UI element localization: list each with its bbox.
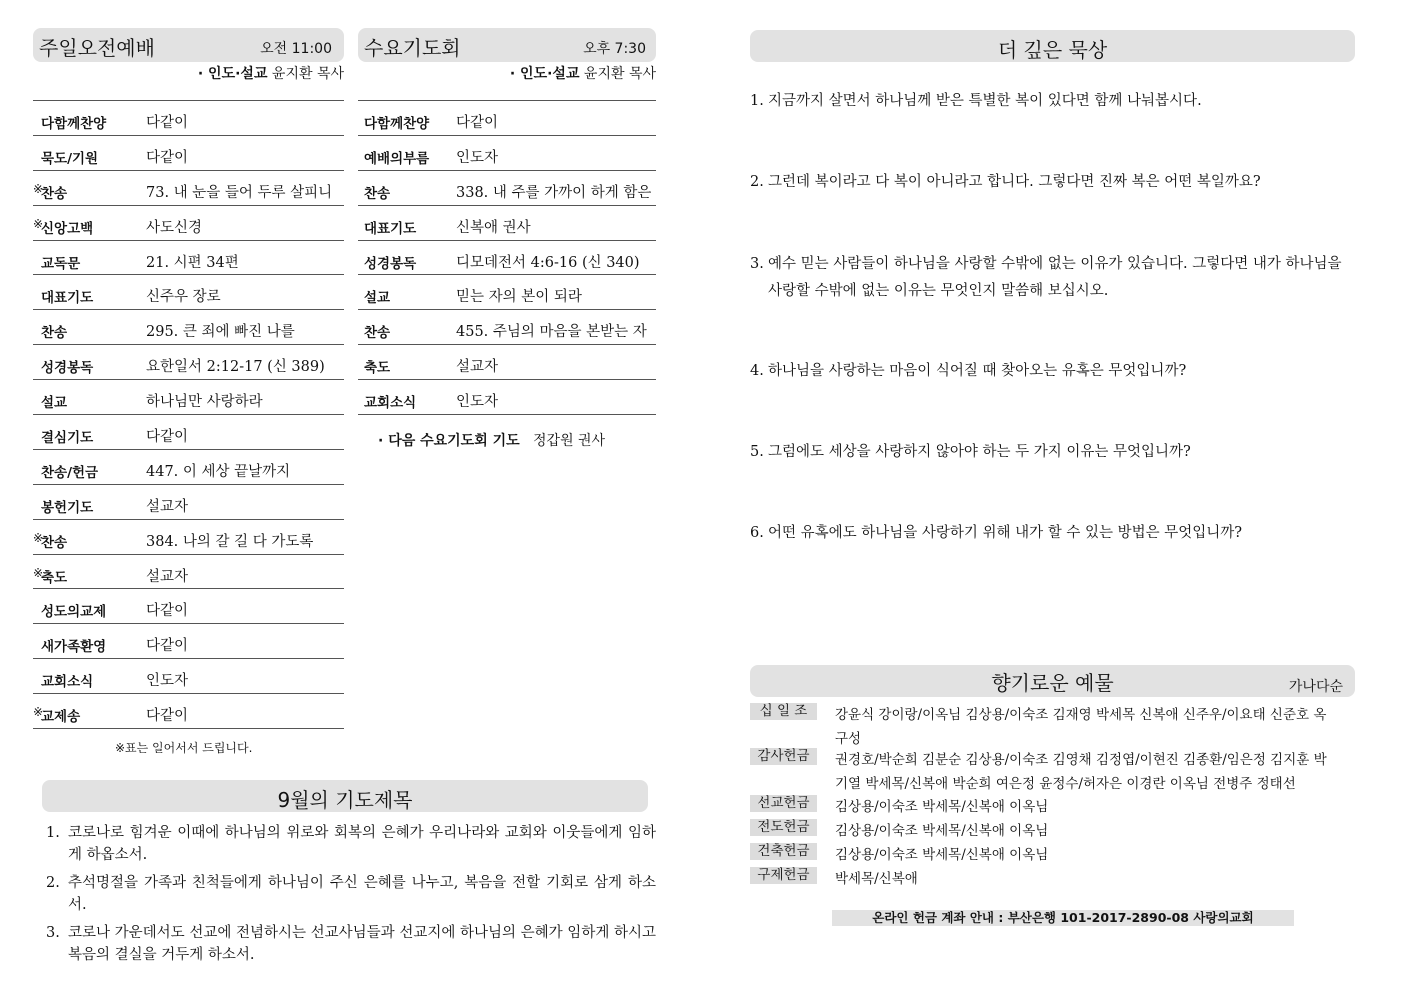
prayer-item (46, 822, 656, 866)
offering-header (750, 665, 1355, 697)
meditation-question (750, 520, 1354, 547)
order-row (33, 310, 344, 345)
order-value: 다같이 (146, 149, 189, 166)
order-row (33, 659, 344, 694)
order-label: 찬송/헌금 (41, 464, 99, 481)
order-label: 다함께찬양 (364, 116, 430, 132)
order-value: 믿는 자의 본이 되라 (456, 289, 582, 306)
wednesday-service-time: 오후 7:30 (583, 41, 646, 57)
meditation-question-text: 그런데 복이라고 다 복이 아니라고 합니다. 그렇다면 진짜 복은 어떤 복일까요? (768, 174, 1261, 190)
order-label: 묵도/기원 (41, 150, 99, 167)
next-prayer-label: · 다음 수요기도회 기도 (378, 433, 520, 449)
offering-title: 향기로운 예물 (991, 671, 1114, 695)
wednesday-order-of-service (358, 100, 656, 415)
prayer-item-text: 추석명절을 가족과 친척들에게 하나님이 주신 은혜를 나누고, 복음을 전할 기회로 삼게 하소서. (68, 875, 656, 913)
order-row (33, 241, 344, 276)
offering-category: 감사헌금 (750, 748, 817, 765)
order-value: 디모데전서 4:6-16 (신 340) (456, 254, 640, 271)
offering-category: 전도헌금 (750, 819, 817, 836)
order-label: 성경봉독 (364, 255, 417, 272)
order-label: 교제송 (41, 709, 81, 726)
order-row (358, 345, 656, 380)
order-row (358, 101, 656, 136)
order-value: 설교자 (146, 568, 189, 585)
prayer-item-number: 3. (46, 925, 60, 941)
order-label: 설교 (364, 290, 391, 307)
order-value: 설교자 (456, 359, 499, 376)
offering-names: 권경호/박순희 김분순 김상용/이숙조 김영채 김정엽/이현진 김종환/임은정 김지훈 박기열 박세목/신복애 박순희 여은정 윤정수/허자은 이경란 이옥님 전병주 정태선 (835, 752, 1327, 792)
order-label: 찬송 (364, 185, 391, 202)
sunday-leader-name: 윤지환 목사 (271, 66, 344, 82)
offering-category: 건축헌금 (750, 843, 817, 860)
standing-note: ※표는 일어서서 드립니다. (115, 741, 253, 755)
order-row (358, 310, 656, 345)
prayer-item (46, 922, 656, 966)
meditation-question-text: 그럼에도 세상을 사랑하지 않아야 하는 두 가지 이유는 무엇입니까? (768, 444, 1191, 460)
meditation-question (750, 439, 1354, 466)
order-row (33, 589, 344, 624)
sunday-leader-label: · 인도·설교 (197, 66, 268, 82)
order-value: 인도자 (146, 673, 189, 690)
next-wednesday-prayer (378, 430, 605, 450)
order-row (33, 415, 344, 450)
offering-names: 김상용/이숙조 박세목/신복애 이옥님 (835, 847, 1049, 863)
order-value: 455. 주님의 마음을 본받는 자 (456, 324, 647, 341)
order-value: 다같이 (146, 708, 189, 725)
order-label: 축도 (364, 360, 391, 377)
sunday-service-title: 주일오전예배 (39, 36, 155, 60)
sunday-service-time: 오전 11:00 (260, 41, 332, 57)
order-value: 295. 큰 죄에 빠진 나를 (146, 324, 295, 341)
order-value: 다같이 (146, 603, 189, 620)
meditation-question (750, 358, 1354, 385)
prayer-topics-list (46, 822, 656, 966)
order-label: 교회소식 (364, 395, 417, 412)
online-offering-account: 온라인 헌금 계좌 안내 : 부산은행 101-2017-2890-08 사랑의교회 (832, 910, 1294, 926)
order-label: 찬송 (41, 534, 68, 551)
offering-names: 박세목/신복애 (835, 871, 918, 887)
prayer-item-number: 2. (46, 875, 60, 891)
offering-category: 십 일 조 (750, 703, 817, 720)
order-row (33, 624, 344, 659)
next-prayer-name: 정갑원 권사 (533, 433, 606, 449)
order-row (33, 520, 344, 555)
order-label: 결심기도 (41, 430, 94, 447)
order-row (33, 101, 344, 136)
prayer-item-text: 코로나로 힘겨운 이때에 하나님의 위로와 회복의 은혜가 우리나라와 교회와 이웃들에게 임하게 하옵소서. (68, 825, 656, 863)
order-row (358, 241, 656, 276)
meditation-question (750, 251, 1354, 305)
order-label: 찬송 (41, 325, 68, 342)
meditation-question-number: 6. (750, 525, 764, 541)
order-row (358, 136, 656, 171)
order-row (33, 485, 344, 520)
offering-names: 강윤식 강이랑/이옥님 김상용/이숙조 김재영 박세목 신복애 신주우/이요태 신준호 옥구성 (835, 707, 1327, 747)
order-row (358, 380, 656, 415)
order-row (358, 206, 656, 241)
order-row (33, 136, 344, 171)
order-value: 338. 내 주를 가까이 하게 함은 (456, 184, 652, 201)
order-value: 447. 이 세상 끝날까지 (146, 463, 291, 480)
order-row (33, 450, 344, 485)
meditation-question-text: 지금까지 살면서 하나님께 받은 특별한 복이 있다면 함께 나눠봅시다. (768, 93, 1202, 109)
order-label: 새가족환영 (41, 639, 107, 656)
meditation-title: 더 깊은 묵상 (997, 38, 1108, 62)
meditation-question-number: 3. (750, 256, 764, 272)
meditation-question-number: 1. (750, 93, 764, 109)
meditation-question-number: 2. (750, 174, 764, 190)
order-label: 교회소식 (41, 674, 94, 691)
meditation-question (750, 88, 1354, 115)
order-value: 다같이 (146, 115, 189, 131)
order-label: 봉헌기도 (41, 499, 94, 516)
order-value: 21. 시편 34편 (146, 254, 239, 271)
order-label: 성도의교제 (41, 604, 107, 621)
order-label: 성경봉독 (41, 360, 94, 377)
order-row (33, 206, 344, 241)
order-row (33, 694, 344, 729)
meditation-header (750, 30, 1355, 62)
order-label: 찬송 (364, 325, 391, 342)
order-value: 다같이 (456, 115, 499, 131)
meditation-question-number: 5. (750, 444, 764, 460)
order-value: 다같이 (146, 638, 189, 655)
order-value: 384. 나의 갈 길 다 가도록 (146, 533, 314, 550)
order-row (33, 275, 344, 310)
wednesday-leader (510, 63, 656, 83)
prayer-topics-header (42, 780, 648, 812)
prayer-item (46, 872, 656, 916)
standing-mark: ※ (33, 530, 44, 545)
order-label: 교독문 (41, 255, 81, 272)
standing-mark: ※ (33, 181, 44, 196)
order-label: 대표기도 (41, 290, 94, 307)
order-row (358, 171, 656, 206)
wednesday-leader-name: 윤지환 목사 (583, 66, 656, 82)
order-label: 신앙고백 (41, 220, 94, 237)
wednesday-service-header (358, 28, 656, 62)
sunday-leader (198, 63, 344, 83)
order-row (33, 555, 344, 590)
meditation-question (750, 169, 1354, 196)
offering-category: 구제헌금 (750, 867, 817, 884)
order-label: 설교 (41, 395, 68, 412)
order-value: 설교자 (146, 498, 189, 515)
order-value: 73. 내 눈을 들어 두루 살피니 (146, 184, 333, 201)
order-value: 요한일서 2:12-17 (신 389) (146, 359, 325, 376)
order-value: 사도신경 (146, 219, 203, 236)
offering-names: 김상용/이숙조 박세목/신복애 이옥님 (835, 799, 1049, 815)
sunday-service-header (33, 28, 344, 62)
standing-mark: ※ (33, 216, 44, 231)
order-label: 예배의부름 (364, 150, 430, 167)
order-value: 하나님만 사랑하라 (146, 394, 263, 411)
offering-category: 선교헌금 (750, 795, 817, 812)
order-label: 찬송 (41, 185, 68, 202)
order-label: 대표기도 (364, 220, 417, 237)
wednesday-leader-label: · 인도·설교 (509, 66, 580, 82)
order-value: 신복애 권사 (456, 219, 531, 236)
offering-order-note: 가나다순 (1288, 679, 1343, 695)
meditation-question-text: 하나님을 사랑하는 마음이 식어질 때 찾아오는 유혹은 무엇입니까? (768, 363, 1187, 379)
order-row (358, 275, 656, 310)
order-label: 다함께찬양 (41, 116, 107, 132)
standing-mark: ※ (33, 705, 44, 720)
prayer-topics-title: 9월의 기도제목 (277, 788, 413, 812)
order-value: 신주우 장로 (146, 289, 221, 306)
order-row (33, 345, 344, 380)
prayer-item-text: 코로나 가운데서도 선교에 전념하시는 선교사님들과 선교지에 하나님의 은혜가 임하게 하시고 복음의 결실을 거두게 하소서. (68, 925, 656, 963)
order-row (33, 171, 344, 206)
order-label: 축도 (41, 569, 68, 586)
offering-names: 김상용/이숙조 박세목/신복애 이옥님 (835, 823, 1049, 839)
meditation-question-number: 4. (750, 363, 764, 379)
order-row (33, 380, 344, 415)
order-value: 인도자 (456, 149, 499, 166)
prayer-item-number: 1. (46, 825, 60, 841)
standing-mark: ※ (33, 565, 44, 580)
order-value: 다같이 (146, 429, 189, 446)
meditation-question-text: 어떤 유혹에도 하나님을 사랑하기 위해 내가 할 수 있는 방법은 무엇입니까? (768, 525, 1243, 541)
sunday-order-of-worship (33, 100, 344, 729)
wednesday-service-title: 수요기도회 (364, 36, 461, 60)
meditation-question-text: 예수 믿는 사람들이 하나님을 사랑할 수밖에 없는 이유가 있습니다. 그렇다면 내가 하나님을 사랑할 수밖에 없는 이유는 무엇인지 말씀해 보십시오. (768, 256, 1342, 299)
order-value: 인도자 (456, 394, 499, 411)
